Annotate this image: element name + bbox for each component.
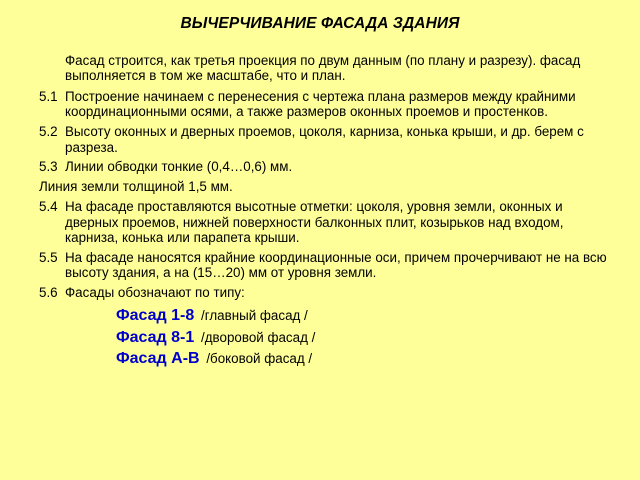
facade-row (116, 305, 609, 327)
list-item-5-1 (39, 89, 609, 120)
facade-name: Фасад А-В (116, 350, 200, 368)
item-number: 5.2 (39, 124, 58, 140)
item-text: На фасаде наносятся крайние координационные оси, причем прочерчивают не на всю высоту здания, а на (15…20) мм от уровня земли. (65, 249, 607, 281)
item-text: Линии обводки тонкие (0,4…0,6) мм. (65, 159, 293, 175)
facade-description: /главный фасад / (201, 308, 308, 324)
item-text: Высоту оконных и дверных проемов, цоколя, карниза, конька крыши, и др. берем с разреза. (65, 124, 584, 155)
facade-name: Фасад 1-8 (116, 307, 195, 325)
list-item-5-6 (39, 285, 609, 300)
item-number: 5.3 (39, 159, 58, 175)
facade-description: /дворовой фасад / (201, 329, 316, 345)
facade-row (116, 327, 609, 349)
item-number: 5.4 (39, 199, 58, 215)
list-item-5-5 (39, 250, 609, 281)
list-item-5-3 (39, 159, 609, 174)
content-body (39, 53, 609, 370)
item-number: 5.6 (39, 285, 58, 301)
ground-line-note: Линия земли толщиной 1,5 мм. (39, 179, 233, 195)
item-text: Построение начинаем с перенесения с чертежа плана размеров между крайними координационными осями, а также размеров оконных проемов и простенков. (65, 88, 576, 120)
list-item-5-2 (39, 124, 609, 155)
page-title: ВЫЧЕРЧИВАНИЕ ФАСАДА ЗДАНИЯ (180, 15, 460, 32)
facade-row (116, 348, 609, 370)
item-text: На фасаде проставляются высотные отметки: цоколя, уровня земли, оконных и дверных проемов, нижней поверхности балконных плит, козырьков над входом, карниза, конька или парапета крыши. (65, 199, 564, 246)
facade-name: Фасад 8-1 (116, 328, 195, 346)
facade-description: /боковой фасад / (206, 351, 313, 367)
facade-list (39, 305, 609, 370)
item-number: 5.1 (39, 88, 58, 104)
intro-paragraph: Фасад строится, как третья проекция по двум данным (по плану и разрезу). фасад выполняется в том же масштабе, что и план. (65, 53, 581, 84)
list-item-5-4 (39, 199, 609, 245)
item-text: Фасады обозначают по типу: (65, 285, 245, 301)
item-number: 5.5 (39, 249, 58, 265)
